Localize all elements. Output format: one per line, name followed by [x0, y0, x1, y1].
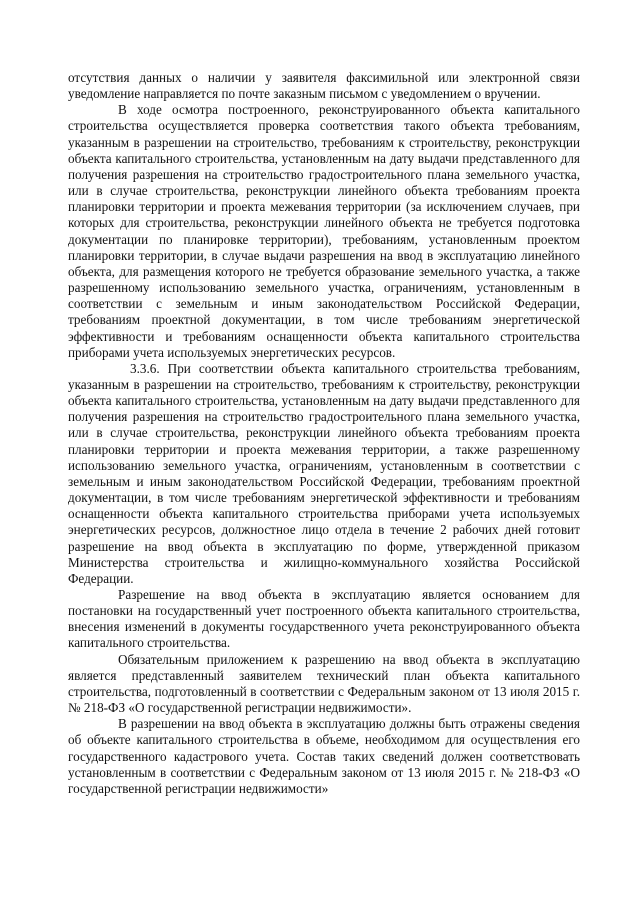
paragraph-3-3-6: 3.3.6. При соответствии объекта капитального строительства требованиям, указанным в разрешении на строительство, требованиям к строительству, реконструкции объекта капитального строительства, установленным на дату выдачи представленного для получения разрешения на строительство градостроительного плана земельного участка, или в случае строительства, реконструкции линейного объекта требованиям проекта планировки территории и проекта межевания территории, а также разрешенному использованию земельного участка, ограничениям, установленным в соответствии с земельным и иным законодательством Российской Федерации, требованиям проектной документации, в том числе требованиям энергетической эффективности и требованиям оснащенности объекта капитального строительства приборами учета используемых энергетических ресурсов, должностное лицо отдела в течение 2 рабочих дней готовит разрешение на ввод объекта в эксплуатацию по форме, утвержденной приказом Министерства строительства и жилищно-коммунального хозяйства Российской Федерации.	[68, 360, 580, 586]
paragraph-technical-plan: Обязательным приложением к разрешению на ввод объекта в эксплуатацию является представленный заявителем технический план объекта капитального строительства, подготовленный в соответствии с Федеральным законом от 13 июля 2015 г. № 218-ФЗ «О государственной регистрации недвижимости».	[68, 651, 580, 716]
paragraph-object-details: В разрешении на ввод объекта в эксплуатацию должны быть отражены сведения об объекте капитального строительства в объеме, необходимом для осуществления его государственного кадастрового учета. Состав таких сведений должен соответствовать установленным в соответствии с Федеральным законом от 13 июля 2015 г. № 218-ФЗ «О государственной регистрации недвижимости»	[68, 716, 580, 796]
paragraph-notification-delivery: отсутствия данных о наличии у заявителя факсимильной или электронной связи уведомление направляется по почте заказным письмом с уведомлением о вручении.	[68, 70, 580, 102]
paragraph-inspection: В ходе осмотра построенного, реконструированного объекта капитального строительства осуществляется проверка соответствия такого объекта требованиям, указанным в разрешении на строительство, требованиям к строительству, реконструкции объекта капитального строительства, установленным на дату выдачи представленного для получения разрешения на строительство градостроительного плана земельного участка, или в случае строительства, реконструкции линейного объекта требованиям проекта планировки территории и проекта межевания территории (за исключением случаев, при которых для строительства, реконструкции линейного объекта не требуется подготовка документации по планировке территории), требованиям, установленным проектом планировки территории, в случае выдачи разрешения на ввод в эксплуатацию линейного объекта, для размещения которого не требуется образование земельного участка, а также разрешенному использованию земельного участка, ограничениям, установленным в соответствии с земельным и иным законодательством Российской Федерации, требованиям проектной документации, в том числе требованиям энергетической эффективности и требованиям оснащенности объекта капитального строительства приборами учета используемых энергетических ресурсов.	[68, 102, 580, 360]
document-page	[68, 70, 580, 797]
paragraph-registration-basis: Разрешение на ввод объекта в эксплуатацию является основанием для постановки на государственный учет построенного объекта капитального строительства, внесения изменений в документы государственного учета реконструированного объекта капитального строительства.	[68, 587, 580, 651]
